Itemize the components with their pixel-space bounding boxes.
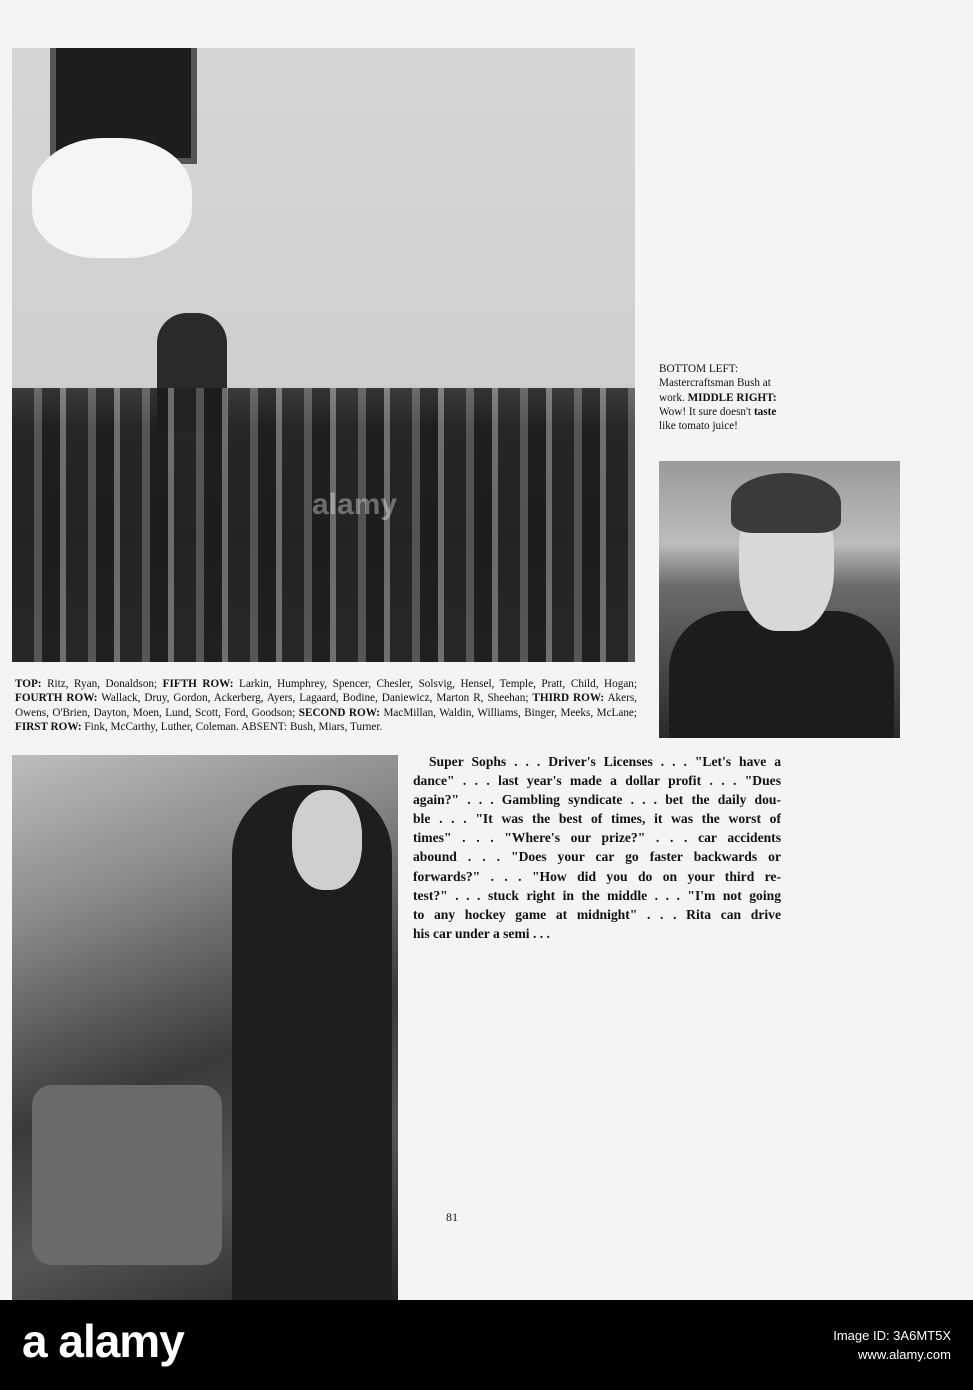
stock-footer — [0, 1300, 973, 1390]
cutout-sign — [32, 138, 192, 258]
row-names: Wallack, Druy, Gordon, Ackerberg, Ayers, Lagaard, Bodine, Daniewicz, Marton R, Sheehan; — [97, 692, 533, 705]
page-number: 81 — [446, 1210, 458, 1224]
body-line: forwards?" . . . "How did you do on your third re- — [413, 868, 781, 884]
row-names: Fink, McCarthy, Luther, Coleman. ABSENT: Bush, Miars, Turner. — [81, 720, 383, 733]
site-url: www.alamy.com — [858, 1347, 951, 1362]
row-label: SECOND ROW: — [298, 706, 380, 719]
body-line: to any hockey game at midnight" . . . Rita can drive — [413, 906, 781, 922]
body-line: abound . . . "Does your car go faster backwards or — [413, 849, 781, 865]
row-names: Larkin, Humphrey, Spencer, Chesler, Solsvig, Hensel, Temple, Pratt, Child, Hogan; — [233, 678, 637, 690]
row-label: FOURTH ROW: — [15, 692, 98, 705]
row-label: FIFTH ROW: — [162, 678, 234, 690]
body-line: Super Sophs . . . Driver's Licenses . . . "Let's have a — [429, 754, 781, 769]
body-line: again?" . . . Gambling syndicate . . . bet the daily dou- — [413, 792, 781, 808]
row-names: Ritz, Ryan, Donaldson; — [41, 678, 163, 690]
caption-text: Wow! It sure doesn't — [659, 405, 754, 418]
row-label: TOP: — [15, 678, 42, 690]
caption-label: MIDDLE RIGHT: — [687, 391, 777, 404]
hair — [731, 473, 841, 533]
caption-emphasis: taste — [753, 405, 777, 418]
body-line: test?" . . . stuck right in the middle . . . "I'm not going — [413, 887, 781, 903]
body-text — [413, 752, 781, 943]
row-label: FIRST ROW: — [15, 720, 82, 733]
body-line: his car under a semi . . . — [413, 925, 550, 941]
image-id: Image ID: 3A6MT5X — [833, 1328, 951, 1343]
image-info — [833, 1326, 951, 1364]
row-names: Akers, Owens, O'Brien, Dayton, Moen, Lund, Scott, Ford, Goodson; — [15, 692, 637, 719]
caption-text: like tomato juice! — [659, 420, 738, 433]
face — [292, 790, 362, 890]
watermark: alamy — [312, 488, 398, 521]
body-line: dance" . . . last year's made a dollar profit . . . "Dues — [413, 773, 781, 789]
row-label: THIRD ROW: — [532, 692, 605, 705]
pottery-wheel — [32, 1085, 222, 1265]
caption-text: BOTTOM LEFT: Mastercraftsman Bush at work. — [659, 363, 771, 404]
pottery-class-photo — [12, 755, 398, 1300]
body-line: times" . . . "Where's our prize?" . . . car accidents — [413, 830, 781, 846]
side-caption — [659, 362, 789, 433]
seated-class-rows — [12, 388, 635, 662]
class-group-photo — [12, 48, 635, 662]
student-portrait-photo — [659, 461, 900, 738]
group-photo-caption — [15, 677, 637, 734]
body-line: ble . . . "It was the best of times, it was the worst of — [413, 811, 781, 827]
row-names: MacMillan, Waldin, Williams, Binger, Meeks, McLane; — [379, 706, 637, 719]
alamy-logo: a alamy — [22, 1315, 184, 1367]
